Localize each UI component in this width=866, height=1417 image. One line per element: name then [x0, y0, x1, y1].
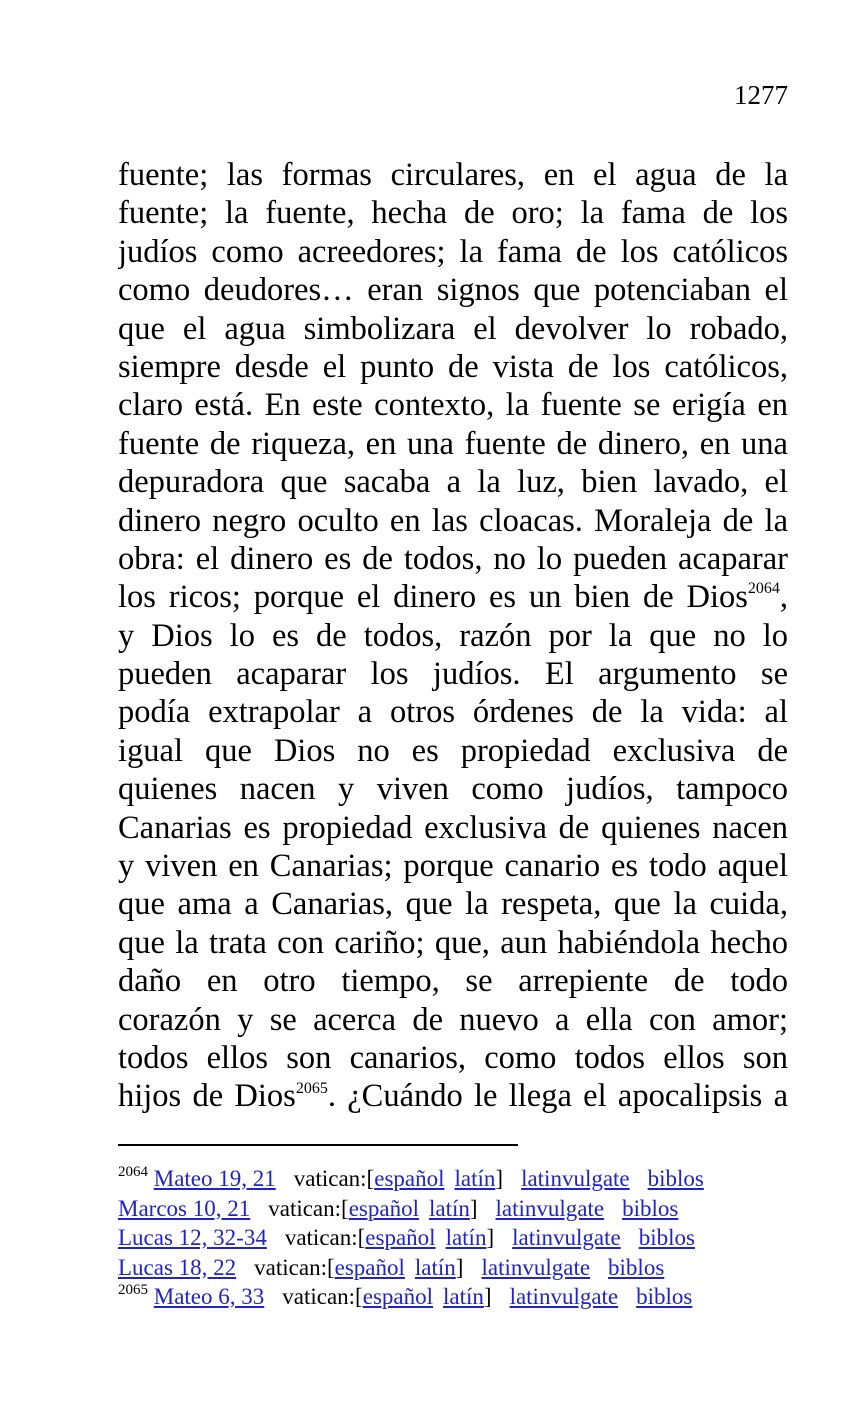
latin-link[interactable]: latín: [428, 1195, 470, 1221]
text-line: que el agua simbolizara el devolver lo robado,: [118, 310, 788, 347]
vatican-label: vatican:[: [284, 1225, 366, 1250]
biblos-link[interactable]: biblos: [647, 1166, 704, 1191]
latinvulgate-link[interactable]: latinvulgate: [495, 1195, 605, 1221]
footnote-marker: 2065: [295, 1079, 328, 1097]
text-line: todos ellos son canarios, como todos ellos son: [118, 1039, 788, 1076]
text-line-with-footnote: [118, 578, 788, 616]
latinvulgate-link[interactable]: latinvulgate: [512, 1225, 621, 1250]
body-paragraph: [118, 156, 788, 1116]
footnote-number: 2065: [118, 1282, 148, 1299]
vatican-label: vatican:[: [282, 1284, 363, 1309]
text-line: claro está. En este contexto, la fuente se erigía en: [118, 387, 788, 424]
text-line: siempre desde el punto de vista de los católicos,: [118, 348, 788, 385]
text-line: pueden acaparar los judíos. El argumento se: [118, 656, 788, 693]
vatican-label: vatican:[: [268, 1195, 349, 1221]
biblos-link[interactable]: biblos: [608, 1254, 665, 1280]
text-line: igual que Dios no es propiedad exclusiva de: [118, 732, 788, 769]
text-line: que ama a Canarias, que la respeta, que la cuida,: [118, 886, 788, 923]
bracket-close: ]: [486, 1225, 495, 1250]
espanol-link[interactable]: español: [348, 1195, 419, 1221]
footnote-line: [118, 1194, 798, 1224]
text-line: quienes nacen y viven como judíos, tampoco: [118, 771, 788, 808]
latin-link[interactable]: latín: [445, 1225, 487, 1250]
text-line: y Dios lo es de todos, razón por la que no lo: [118, 617, 788, 654]
text-line: daño en otro tiempo, se arrepiente de todo: [118, 963, 788, 1000]
bible-reference-link[interactable]: Lucas 18, 22: [118, 1254, 237, 1280]
text-line: corazón y se acerca de nuevo a ella con amor;: [118, 1001, 788, 1038]
text-segment: hijos de Dios: [118, 1078, 296, 1115]
biblos-link[interactable]: biblos: [638, 1225, 695, 1250]
espanol-link[interactable]: español: [374, 1166, 445, 1191]
bible-reference-link[interactable]: Marcos 10, 21: [118, 1195, 251, 1221]
text-line: como deudores… eran signos que potenciaban el: [118, 272, 788, 309]
latin-link[interactable]: latín: [454, 1166, 496, 1191]
text-segment: . ¿Cuándo le llega el apocalipsis a: [327, 1078, 788, 1115]
text-line-with-footnote: [118, 1077, 788, 1115]
footnote-line: [118, 1282, 798, 1312]
biblos-link[interactable]: biblos: [622, 1195, 679, 1221]
vatican-label: vatican:[: [293, 1166, 375, 1191]
footnote-line: [118, 1253, 798, 1283]
latinvulgate-link[interactable]: latinvulgate: [481, 1254, 591, 1280]
biblos-link[interactable]: biblos: [636, 1284, 693, 1309]
text-line: fuente de riqueza, en una fuente de dinero, en una: [118, 425, 788, 462]
latin-link[interactable]: latín: [443, 1284, 484, 1309]
footnote-marker: 2064: [747, 580, 780, 598]
text-line: obra: el dinero es de todos, no lo pueden acaparar: [118, 540, 788, 577]
bible-reference-link[interactable]: Mateo 19, 21: [153, 1166, 276, 1191]
footnotes: [118, 1164, 798, 1312]
text-line: judíos como acreedores; la fama de los católicos: [118, 233, 788, 270]
latin-link[interactable]: latín: [414, 1254, 456, 1280]
text-line: podía extrapolar a otros órdenes de la vida: al: [118, 694, 788, 731]
bracket-close: ]: [483, 1284, 492, 1309]
text-line: fuente; las formas circulares, en el agua de la: [118, 157, 788, 193]
footnote-line: [118, 1223, 798, 1253]
page-number: 1277: [734, 80, 788, 110]
text-line: Canarias es propiedad exclusiva de quienes nacen: [118, 809, 788, 846]
text-segment: ,: [779, 579, 788, 616]
text-line: fuente; la fuente, hecha de oro; la fama de los: [118, 195, 788, 232]
footnote-number: 2064: [118, 1164, 148, 1181]
latinvulgate-link[interactable]: latinvulgate: [521, 1166, 630, 1191]
espanol-link[interactable]: español: [365, 1225, 436, 1250]
text-segment: los ricos; porque el dinero es un bien de Dios: [118, 579, 748, 616]
bracket-close: ]: [469, 1195, 478, 1221]
bible-reference-link[interactable]: Lucas 12, 32-34: [118, 1225, 267, 1250]
text-line: y viven en Canarias; porque canario es todo aquel: [118, 848, 788, 885]
latinvulgate-link[interactable]: latinvulgate: [509, 1284, 619, 1309]
footnote-divider: [118, 1144, 518, 1146]
bracket-close: ]: [495, 1166, 504, 1191]
text-line: que la trata con cariño; que, aun habiéndola hecho: [118, 924, 788, 961]
espanol-link[interactable]: español: [334, 1254, 405, 1280]
vatican-label: vatican:[: [254, 1254, 335, 1280]
text-line: depuradora que sacaba a la luz, bien lavado, el: [118, 464, 788, 501]
espanol-link[interactable]: español: [362, 1284, 433, 1309]
bracket-close: ]: [455, 1254, 464, 1280]
text-line: dinero negro oculto en las cloacas. Moraleja de la: [118, 502, 788, 539]
footnote-line: [118, 1164, 798, 1194]
bible-reference-link[interactable]: Mateo 6, 33: [153, 1284, 265, 1309]
